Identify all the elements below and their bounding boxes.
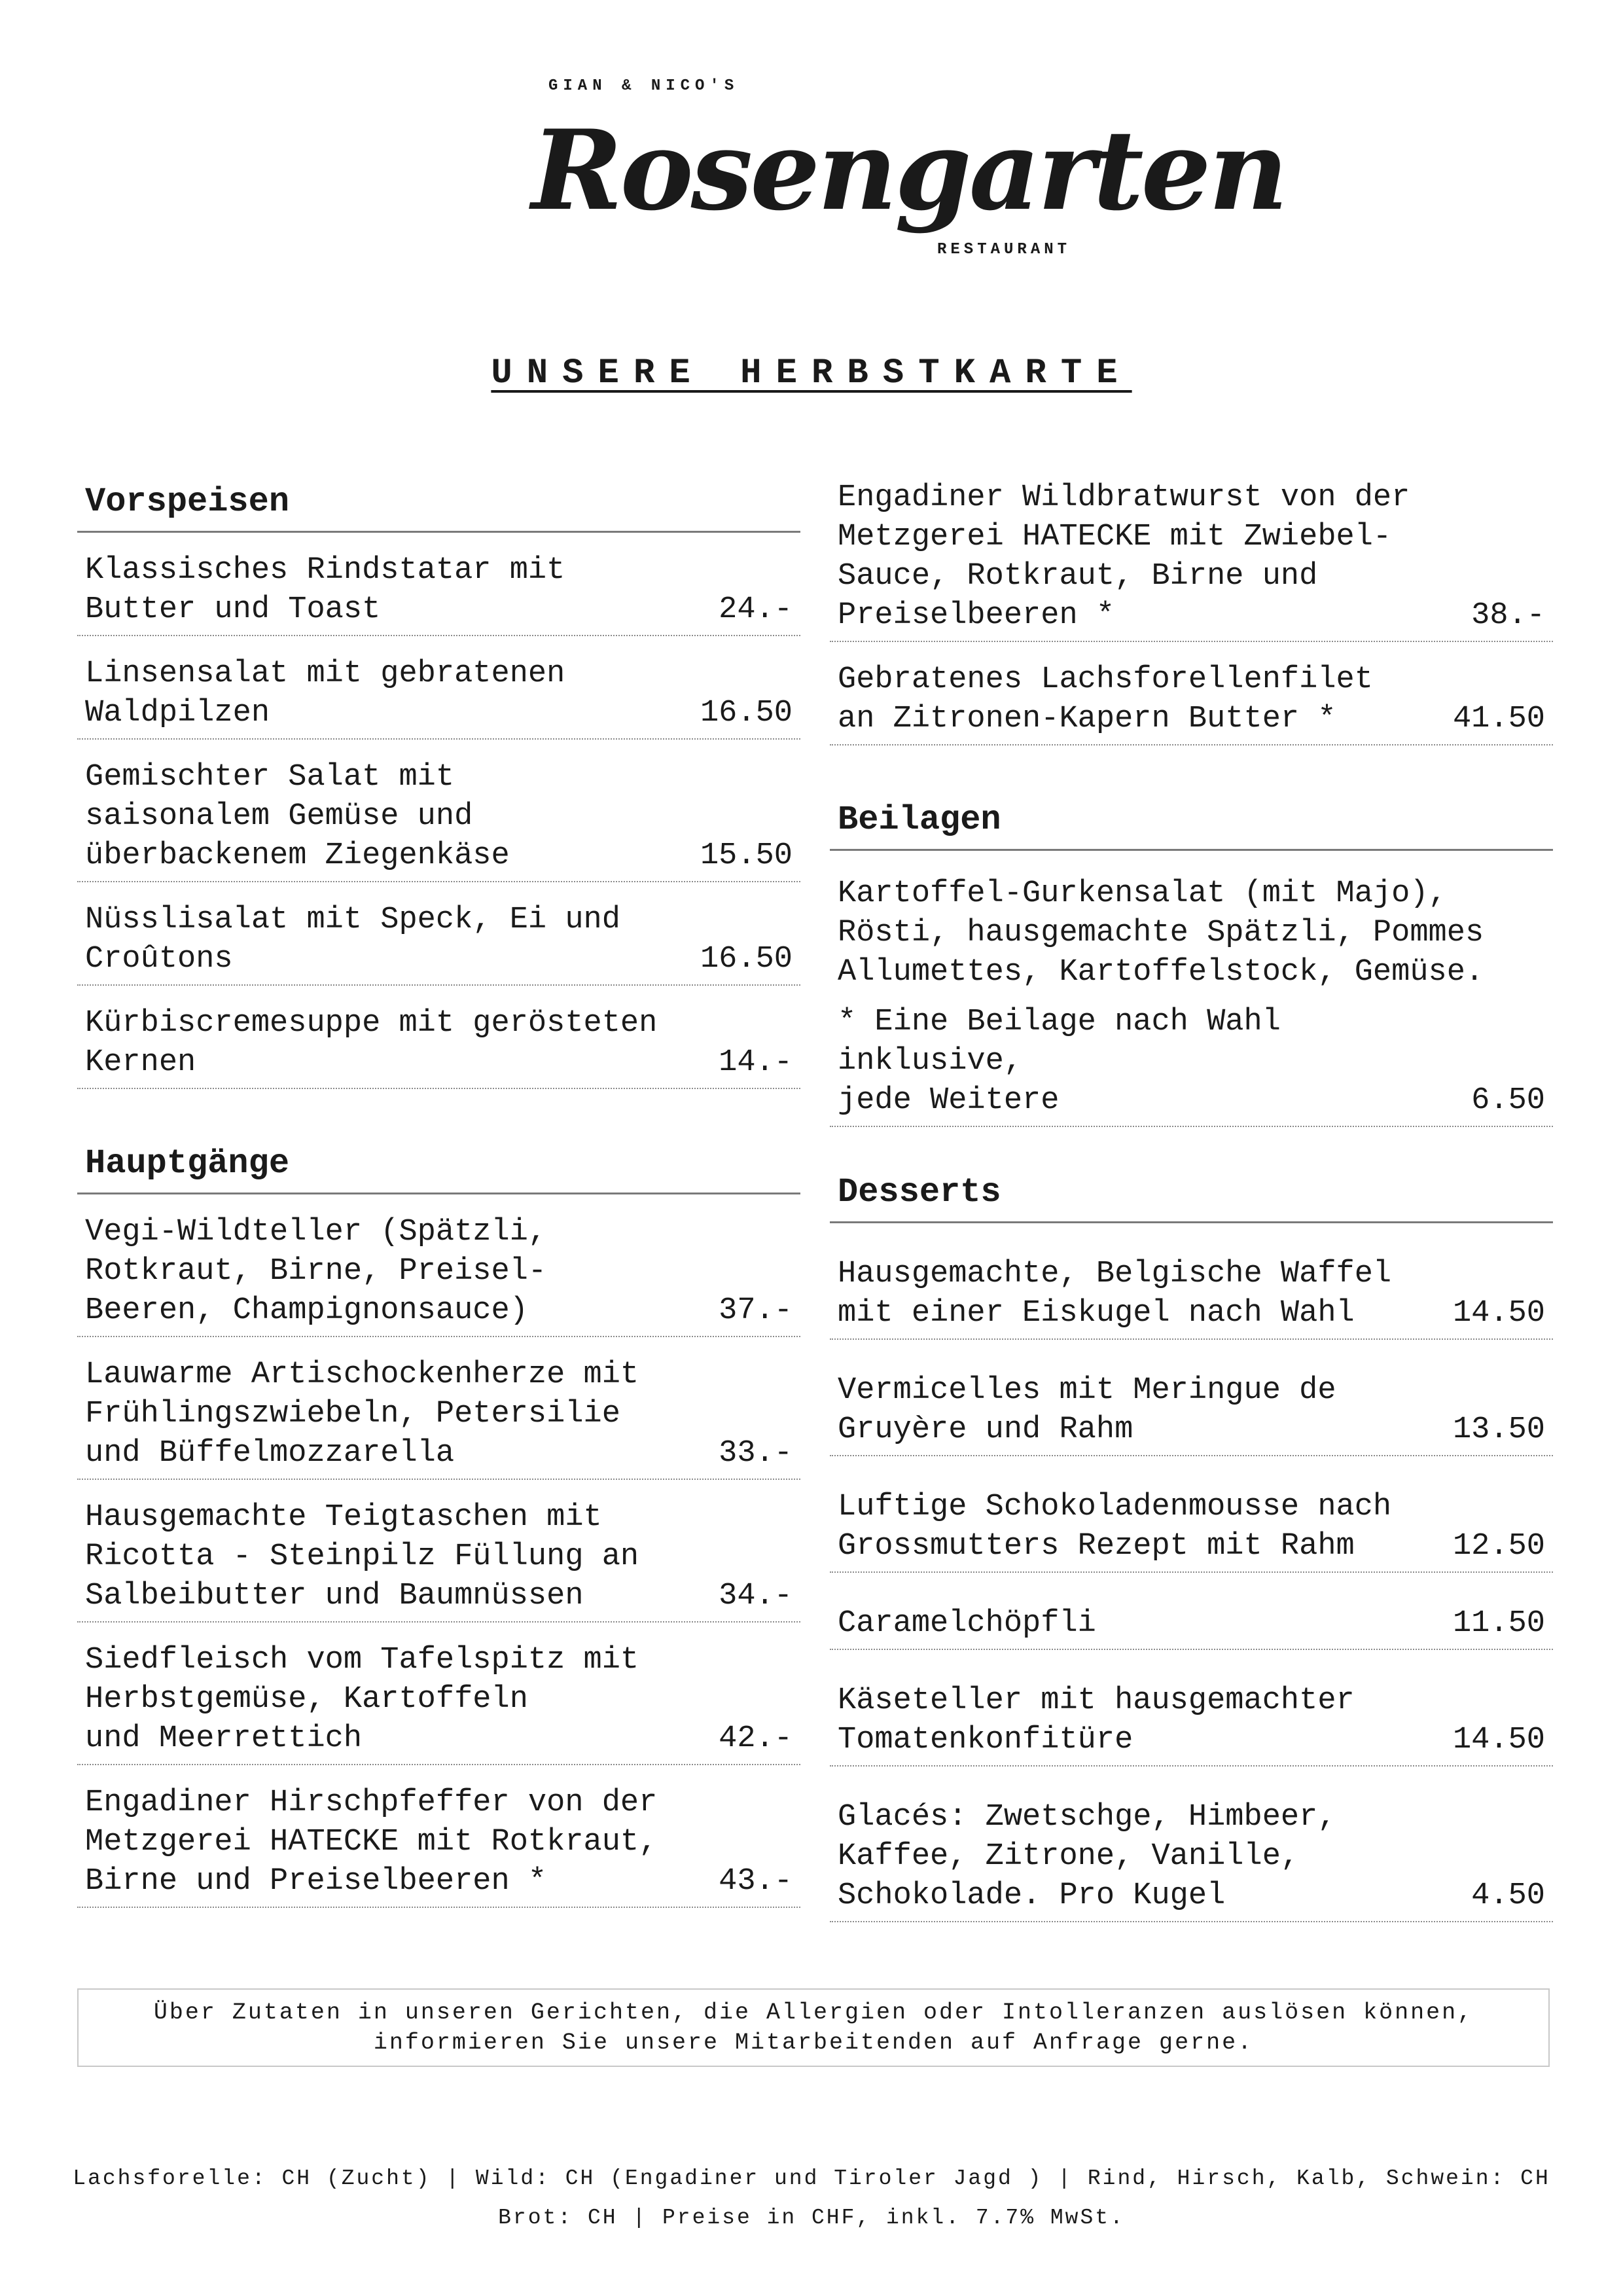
menu-item-name: Hausgemachte Teigtaschen mit Ricotta - Steinpilz Füllung an Salbeibutter und Baumnüssen [85,1500,639,1613]
footer-origin-line: Lachsforelle: CH (Zucht) | Wild: CH (Engadiner und Tiroler Jagd ) | Rind, Hirsch, Kalb, Schwein: CH [73,2166,1550,2191]
menu-item [830,475,1553,642]
menu-item-price: 11.50 [1452,1606,1545,1641]
section-hauptgaenge-continued [830,475,1553,745]
beilagen-description: Kartoffel-Gurkensalat (mit Majo), Rösti, hausgemachte Spätzli, Pommes Allumettes, Kartoffelstock, Gemüse. [838,876,1484,990]
section-desserts [830,1165,1553,1922]
menu-item-price: 12.50 [1452,1529,1545,1564]
menu-item [77,749,800,882]
footer-price-line: Brot: CH | Preise in CHF, inkl. 7.7% MwSt. [498,2206,1125,2230]
menu-item-name: Lauwarme Artischockenherze mit Frühlingszwiebeln, Petersilie und Büffelmozzarella [85,1357,639,1471]
menu-item-price: 14.50 [1452,1723,1545,1757]
menu-item-price: 14.50 [1452,1296,1545,1331]
menu-item-name: Gemischter Salat mit saisonalem Gemüse und überbackenem Ziegenkäse [85,760,510,873]
page-title: UNSERE HERBSTKARTE [491,353,1132,393]
menu-item-price: 43.- [719,1864,793,1899]
menu-item-name: Vegi-Wildteller (Spätzli, Rotkraut, Birne, Preisel- Beeren, Champignonsauce) [85,1215,547,1328]
section-title-vorspeisen: Vorspeisen [77,475,800,533]
menu-item [77,995,800,1089]
menu-item [830,1465,1553,1573]
menu-item [830,1776,1553,1922]
brand-suffix: RESTAURANT [937,241,1071,259]
menu-item [77,1489,800,1623]
menu-item-name: Caramelchöpfli [838,1606,1096,1641]
menu-item [830,1001,1553,1127]
left-column [77,475,800,1917]
menu-item-price: 37.- [719,1293,793,1328]
allergy-note [77,1988,1550,2067]
menu-item-name: Siedfleisch vom Tafelspitz mit Herbstgemüse, Kartoffeln und Meerrettich [85,1643,639,1756]
menu-item [830,651,1553,745]
menu-item-name: Linsensalat mit gebratenen Waldpilzen [85,656,565,730]
menu-item-price: 15.50 [700,838,793,873]
allergy-note-line1: Über Zutaten in unseren Gerichten, die Allergien oder Intolleranzen auslösen können, [153,2000,1474,2026]
menu-item [830,1349,1553,1456]
section-hauptgaenge [77,1136,800,1908]
menu-item-price: 24.- [719,592,793,627]
menu-item-price: 33.- [719,1436,793,1471]
menu-item [77,645,800,740]
menu-item-name: Nüsslisalat mit Speck, Ei und Croûtons [85,903,620,977]
menu-item-price: 14.- [719,1045,793,1080]
menu-item [77,1774,800,1908]
menu-item-name: Kürbiscremesuppe mit gerösteten Kernen [85,1006,658,1080]
menu-item [77,891,800,986]
menu-item-price: 34.- [719,1579,793,1613]
menu-item-name: Hausgemachte, Belgische Waffel mit einer Eiskugel nach Wahl [838,1257,1392,1331]
menu-item-name: Klassisches Rindstatar mit Butter und Toast [85,553,565,627]
menu-item-name: Engadiner Wildbratwurst von der Metzgerei HATECKE mit Zwiebel- Sauce, Rotkraut, Birne und Preiselbeeren * [838,480,1410,633]
section-vorspeisen [77,475,800,1089]
section-beilagen [830,793,1553,1127]
menu-item [830,1232,1553,1340]
menu-item [77,1632,800,1765]
menu-item [830,1659,1553,1767]
menu-item-name: Luftige Schokoladenmousse nach Grossmutters Rezept mit Rahm [838,1490,1392,1564]
menu-item-name: * Eine Beilage nach Wahl inklusive, jede Weitere [838,1005,1281,1118]
menu-item-name: Käseteller mit hausgemachter Tomatenkonfitüre [838,1683,1355,1757]
menu-item-price: 41.50 [1452,702,1545,736]
menu-item-price: 16.50 [700,696,793,730]
section-title-hauptgaenge: Hauptgänge [77,1136,800,1194]
allergy-note-line2: informieren Sie unsere Mitarbeitenden auf Anfrage gerne. [373,2030,1254,2056]
menu-item-price: 16.50 [700,942,793,977]
right-column [830,475,1553,1931]
section-title-beilagen: Beilagen [830,793,1553,851]
menu-item-price: 4.50 [1471,1878,1545,1913]
menu-item-price: 6.50 [1471,1083,1545,1118]
menu-item [77,542,800,636]
brand-prefix: GIAN & NICO'S [548,77,740,95]
menu-item-name: Engadiner Hirschpfeffer von der Metzgerei HATECKE mit Rotkraut, Birne und Preiselbeeren * [85,1785,658,1899]
menu-item-name: Vermicelles mit Meringue de Gruyère und Rahm [838,1373,1336,1447]
section-title-desserts: Desserts [830,1165,1553,1223]
menu-item-price: 38.- [1471,598,1545,633]
menu-item-price: 13.50 [1452,1412,1545,1447]
menu-item [77,1204,800,1337]
menu-item [830,1582,1553,1650]
menu-item [77,1346,800,1480]
restaurant-logo: Rosengarten [531,105,1286,235]
menu-item-name: Gebratenes Lachsforellenfilet an Zitronen-Kapern Butter * [838,662,1373,736]
menu-item-price: 42.- [719,1721,793,1756]
menu-item-name: Glacés: Zwetschge, Himbeer, Kaffee, Zitrone, Vanille, Schokolade. Pro Kugel [838,1800,1336,1913]
